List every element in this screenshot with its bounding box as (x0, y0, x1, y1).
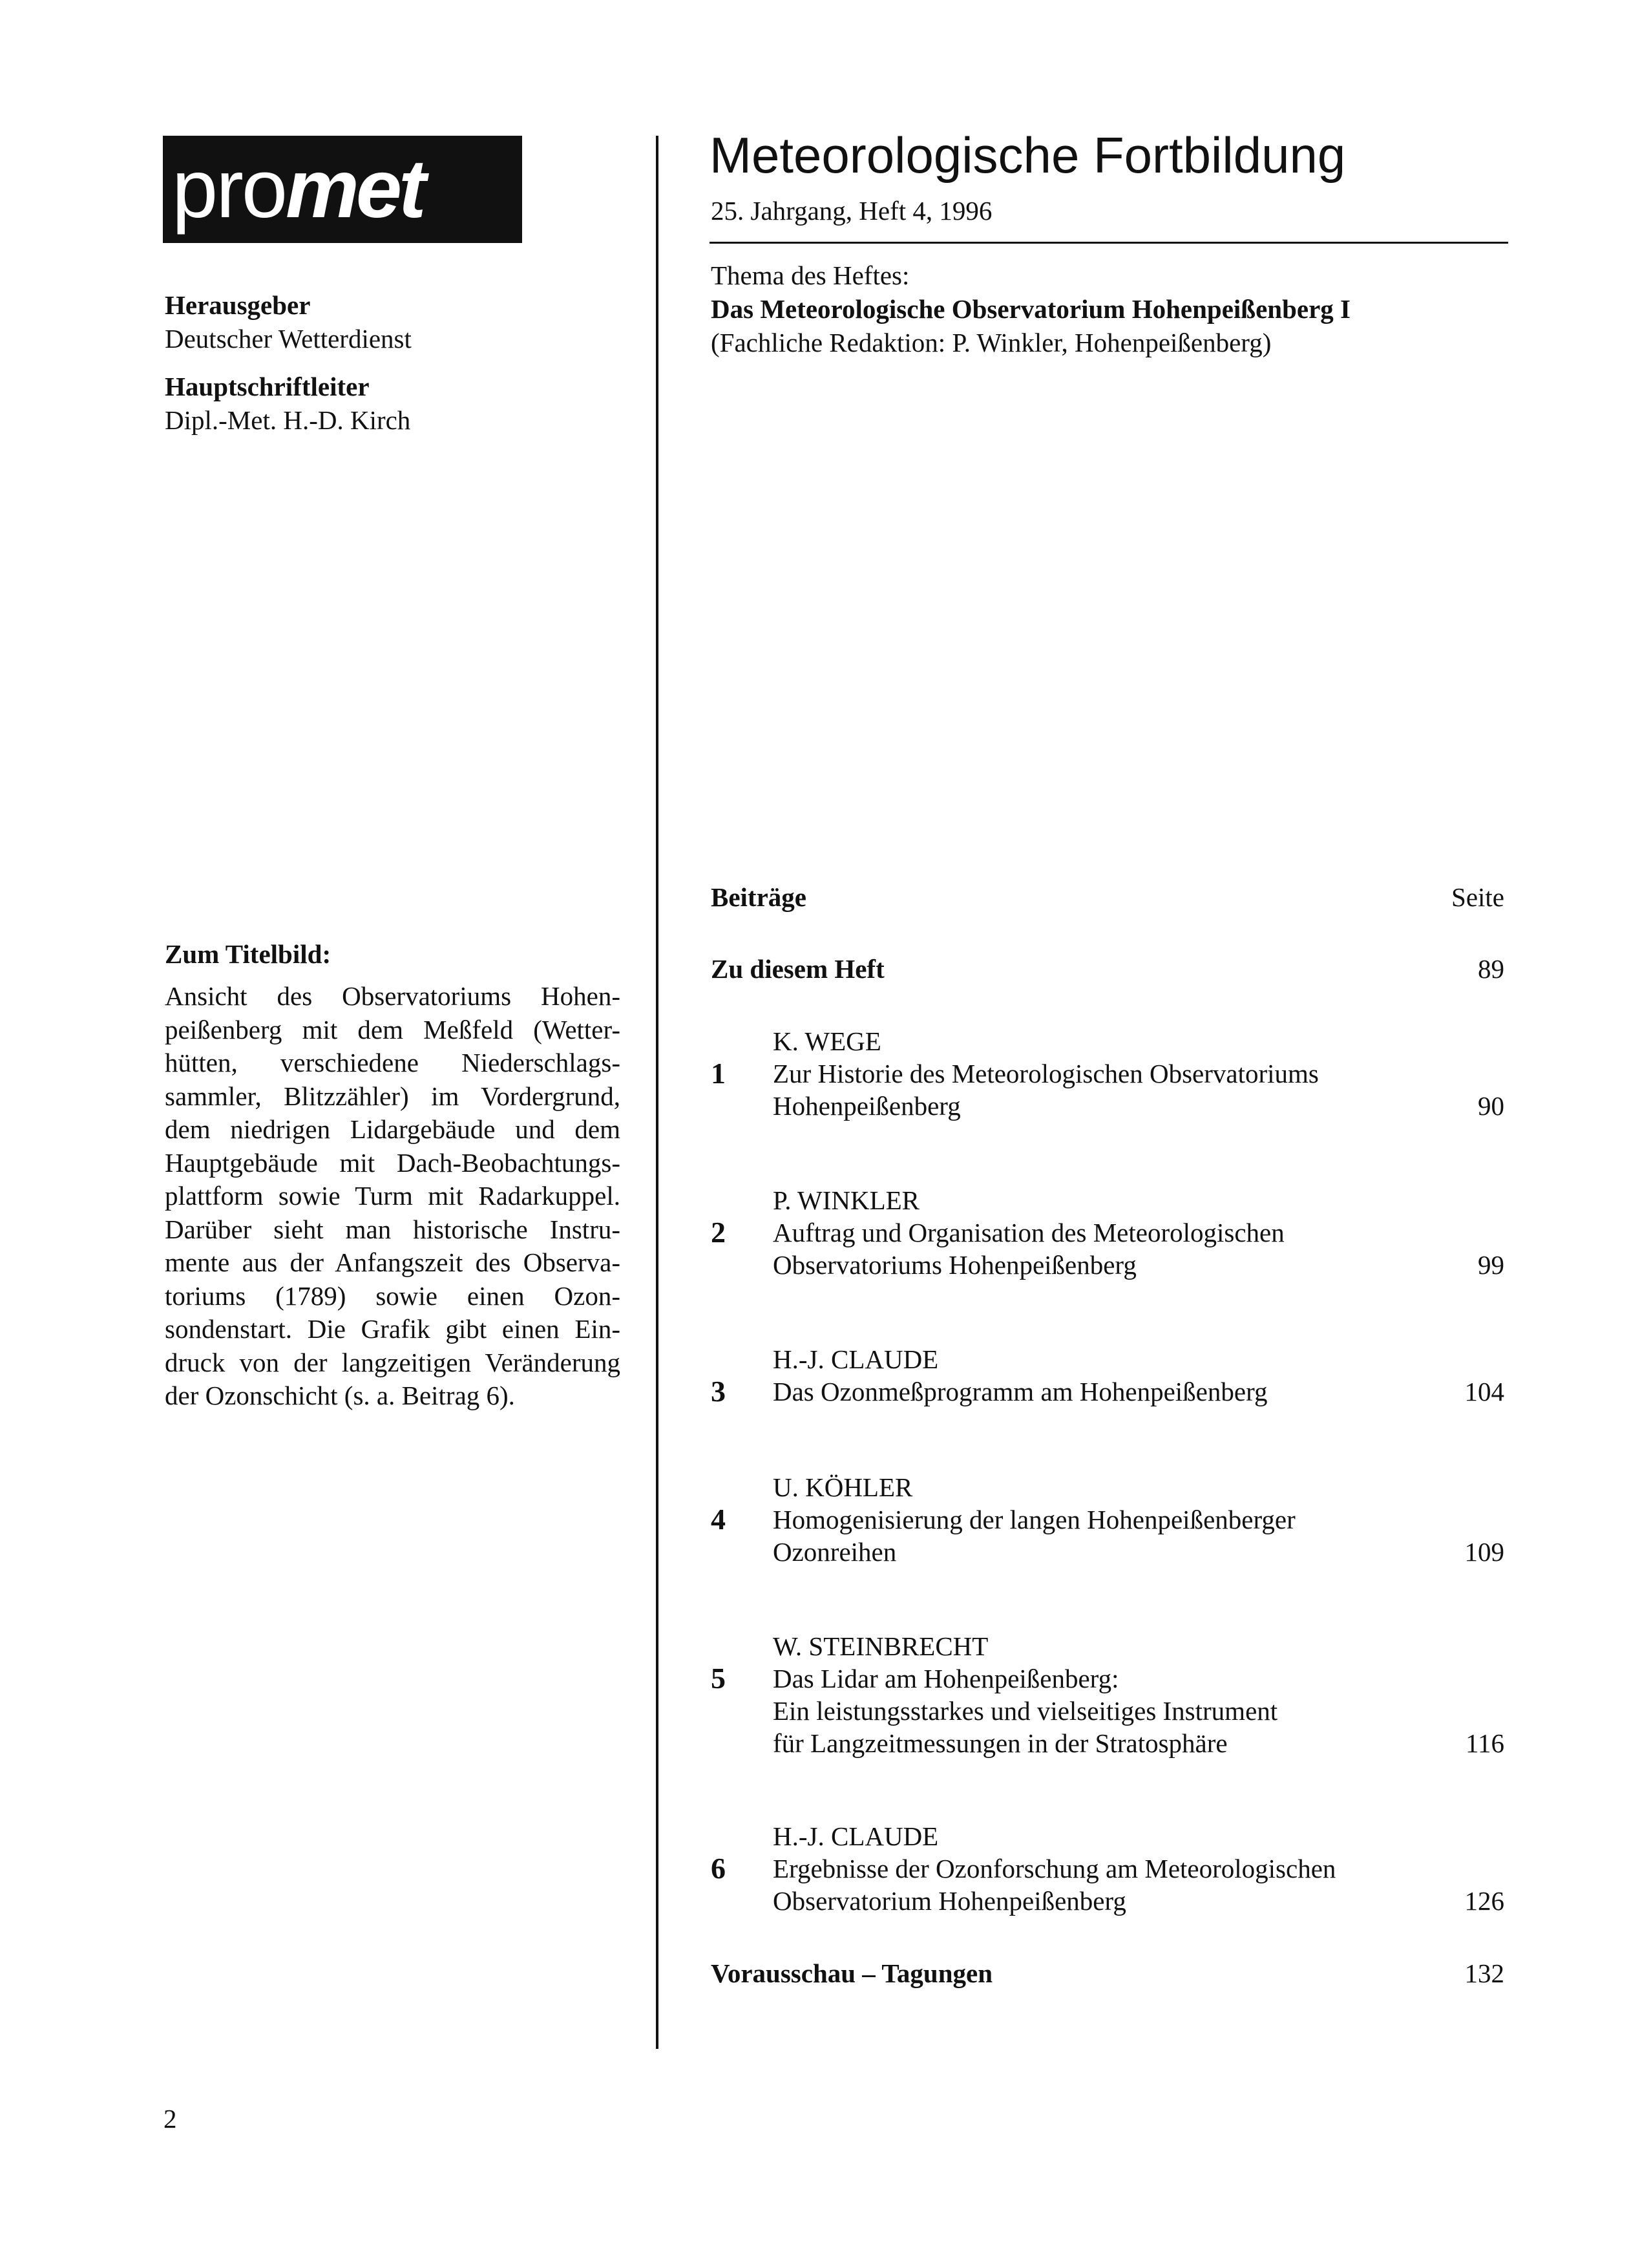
toc-title-line: Homogenisierung der langen Hohenpeißenberger (773, 1505, 1296, 1534)
logo-part-met: met (286, 143, 423, 235)
toc-page: 99 (1478, 1250, 1504, 1280)
toc-author: W. STEINBRECHT (773, 1631, 989, 1661)
toc-article-5[interactable] (711, 1630, 1504, 1759)
toc-article-number: 4 (711, 1503, 726, 1536)
cover-description (165, 937, 620, 1413)
toc-author: K. WEGE (773, 1026, 881, 1056)
toc-title-line: Observatorium Hohenpeißenberg (773, 1886, 1126, 1916)
cover-line: Darüber sieht man historische Instru- (165, 1214, 620, 1244)
editor-label: Hauptschriftleiter (165, 372, 370, 401)
toc-article-number: 6 (711, 1852, 726, 1885)
issue-theme (711, 259, 1351, 359)
magazine-issue: 25. Jahrgang, Heft 4, 1996 (711, 196, 993, 226)
toc-title-line: Observatoriums Hohenpeißenberg (773, 1250, 1137, 1280)
toc-article-text (773, 1471, 1296, 1568)
contents-header-articles: Beiträge (711, 882, 806, 912)
header-rule (710, 242, 1508, 244)
toc-article-2[interactable] (711, 1184, 1504, 1281)
contents-header (711, 880, 1504, 914)
toc-page: 104 (1464, 1377, 1504, 1406)
toc-author: H.-J. CLAUDE (773, 1344, 939, 1374)
publisher-label: Herausgeber (165, 290, 311, 320)
column-divider (656, 136, 658, 2049)
toc-article-number: 3 (711, 1375, 726, 1408)
toc-article-text (773, 1820, 1336, 1917)
cover-line: mente aus der Anfangszeit des Observa- (165, 1247, 620, 1277)
page-number: 2 (163, 2104, 177, 2134)
cover-line: hütten, verschiedene Niederschlags- (165, 1048, 620, 1077)
toc-article-3[interactable] (711, 1343, 1504, 1408)
toc-article-text (773, 1630, 1277, 1759)
toc-article-text (773, 1025, 1319, 1122)
cover-line: dem niedrigen Lidargebäude und dem (165, 1114, 620, 1144)
toc-article-number: 2 (711, 1216, 726, 1249)
toc-page: 90 (1478, 1091, 1504, 1121)
toc-page: 89 (1478, 954, 1504, 984)
toc-page: 109 (1464, 1537, 1504, 1567)
magazine-title: Meteorologische Fortbildung (710, 127, 1346, 184)
publisher-value: Deutscher Wetterdienst (165, 324, 412, 354)
toc-row-intro[interactable] (711, 953, 1504, 985)
cover-line: plattform sowie Turm mit Radarkuppel. (165, 1181, 620, 1211)
contents-header-page: Seite (1451, 882, 1504, 912)
toc-article-text (773, 1184, 1285, 1281)
toc-intro-title: Zu diesem Heft (711, 954, 885, 984)
cover-line: Ansicht des Observatoriums Hohen- (165, 981, 620, 1011)
toc-article-4[interactable] (711, 1471, 1504, 1568)
cover-line: der Ozonschicht (s. a. Beitrag 6). (165, 1381, 515, 1410)
toc-article-6[interactable] (711, 1820, 1504, 1917)
toc-title-line: Ergebnisse der Ozonforschung am Meteorologischen (773, 1854, 1336, 1883)
toc-title-line: Zur Historie des Meteorologischen Observatoriums (773, 1059, 1319, 1088)
toc-title-line: Hohenpeißenberg (773, 1091, 961, 1121)
toc-page: 132 (1464, 1958, 1504, 1988)
toc-article-1[interactable] (711, 1025, 1504, 1122)
theme-editor: (Fachliche Redaktion: P. Winkler, Hohenpeißenberg) (711, 328, 1272, 357)
cover-line: sammler, Blitzzähler) im Vordergrund, (165, 1081, 620, 1111)
cover-line: peißenberg mit dem Meßfeld (Wetter- (165, 1014, 620, 1044)
cover-line: sondenstart. Die Grafik gibt einen Ein- (165, 1314, 620, 1344)
toc-page: 116 (1466, 1728, 1504, 1758)
toc-article-text (773, 1343, 1268, 1408)
promet-logo (163, 136, 522, 243)
publisher-block (165, 288, 412, 437)
logo-part-pro: pro (172, 143, 286, 235)
toc-author: H.-J. CLAUDE (773, 1821, 939, 1851)
cover-line: toriums (1789) sowie einen Ozon- (165, 1280, 620, 1311)
toc-title-line: Das Lidar am Hohenpeißenberg: (773, 1664, 1119, 1693)
toc-title-line: Ein leistungsstarkes und vielseitiges Instrument (773, 1696, 1278, 1726)
toc-title-line: für Langzeitmessungen in der Stratosphäre (773, 1728, 1228, 1758)
toc-outro-title: Vorausschau – Tagungen (711, 1958, 993, 1988)
toc-article-number: 1 (711, 1057, 726, 1090)
toc-title-line: Ozonreihen (773, 1537, 897, 1567)
theme-label: Thema des Heftes: (711, 260, 910, 290)
cover-heading: Zum Titelbild: (165, 939, 331, 969)
theme-title: Das Meteorologische Observatorium Hohenpeißenberg I (711, 294, 1351, 324)
cover-line: druck von der langzeitigen Veränderung (165, 1347, 620, 1377)
toc-author: U. KÖHLER (773, 1472, 913, 1502)
toc-row-outro[interactable] (711, 1957, 1504, 1989)
toc-title-line: Auftrag und Organisation des Meteorologischen (773, 1218, 1285, 1247)
toc-title-line: Das Ozonmeßprogramm am Hohenpeißenberg (773, 1377, 1268, 1406)
toc-article-number: 5 (711, 1662, 726, 1695)
cover-line: Hauptgebäude mit Dach-Beobachtungs- (165, 1147, 620, 1178)
toc-author: P. WINKLER (773, 1185, 920, 1215)
toc-page: 126 (1464, 1886, 1504, 1916)
editor-value: Dipl.-Met. H.-D. Kirch (165, 405, 411, 435)
